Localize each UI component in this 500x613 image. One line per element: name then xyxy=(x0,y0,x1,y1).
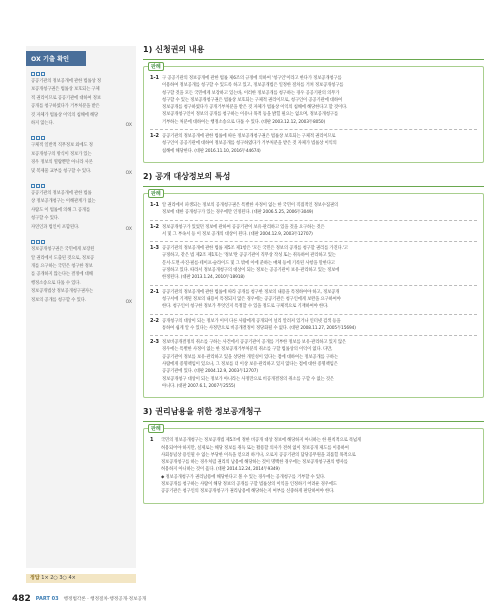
question-text: 보공개청구의 방식이 정보가 있는 xyxy=(31,151,92,157)
case-line: 한정된다. (대판 2013.1.24, 2010두18918) xyxy=(162,275,245,281)
divider xyxy=(150,335,477,336)
page-number: 482 xyxy=(12,594,31,604)
checkbox-icon[interactable] xyxy=(41,240,45,244)
case-line: 공공기관은 청구인의 정보공개청구가 권리남용에 해당하는지 여부를 신중하게 판단하여야 한다. xyxy=(161,489,335,495)
case-number: 1-2 xyxy=(150,223,160,230)
question-text: 것 자체가 법률상 이익의 침해에 해당 xyxy=(31,112,99,118)
case-line: 정보에 대한 공개청구가 있는 경우에만 인정된다. (대판 2006.5.25, 2006두3049) xyxy=(162,210,314,216)
case-line: 정보공개청구 대상이 되는 정보가 아니라는 사정만으로 비공개결정의 취소를 구할 수 없는 것은 xyxy=(162,376,334,382)
section xyxy=(143,406,484,503)
section-number: 1) xyxy=(143,45,153,54)
section-title xyxy=(143,44,484,55)
section-number: 3) xyxy=(143,407,153,417)
ox-question xyxy=(26,184,136,232)
check-boxes[interactable] xyxy=(31,184,131,188)
case-line: 허용하지 아니하는 것이 옳다. (대판 2014.12.24, 2014두9349) xyxy=(161,467,280,473)
case-line: 사람에게 증명책임이 있으나, 그 정보를 더 이상 보유·관리하고 있지 않다는 점에 대한 증명책임은 xyxy=(162,362,338,368)
case-box xyxy=(143,190,484,398)
case-line: 정보공개청구를 하는 경우처럼 권리의 남용에 해당하는 것이 명백한 경우에는 정보공개청구권의 행사를 xyxy=(161,460,348,466)
case-line: 공공기관의 정보공개에 관한 법률에 따라 공개를 청구한 정보의 내용을 특정하여야 하고, 정보공개 xyxy=(162,289,340,295)
ox-question xyxy=(26,240,136,305)
case-line: 국민의 정보공개청구는 정보공개법 제5조에 정한 비공개 대상 정보에 해당하지 아니하는 한 원칙적으로 폭넓게 xyxy=(161,438,362,444)
case-line: 정보공개를 청구하는 사람이 해당 정보의 공개를 구할 법률상의 이익을 인정하기 어려운 경우에도 xyxy=(161,481,337,487)
case-number: 1 xyxy=(150,437,154,444)
checkbox-icon[interactable] xyxy=(36,136,40,140)
divider xyxy=(150,220,477,221)
checkbox-icon[interactable] xyxy=(31,136,35,140)
case-line: 사회통념상 용인될 수 없는 부당한 이득을 얻으려 하거나, 오로지 공공기관의 담당공무원을 괴롭힐 목적으로 xyxy=(161,452,356,458)
case-tag: 판례 xyxy=(148,62,164,71)
section-title xyxy=(143,406,484,417)
divider xyxy=(150,241,477,242)
section-title-text: 공개 대상정보의 특성 xyxy=(155,171,231,181)
case-number: 1-3 xyxy=(150,245,160,252)
answer-values: 1× 2○ 3○ 4× xyxy=(41,575,76,581)
case-box xyxy=(143,428,484,503)
case-line: 알 권리에서 파생되는 정보의 공개청구권은 특별한 사정이 없는 한 국민이 직접적인 정보수집권의 xyxy=(162,202,338,208)
ox-quiz-title: OX 기출 확인 xyxy=(26,51,86,66)
section-title-text: 권리남용을 위한 정보공개청구 xyxy=(155,407,262,417)
case-line: 허용되어야 하지만, 실제로는 해당 정보를 취득 또는 활용할 의사가 전혀 없이 정보공개 제도를 이용하여 xyxy=(161,445,349,451)
case-text xyxy=(162,224,325,239)
ox-mark: OX xyxy=(125,171,132,177)
ox-question xyxy=(26,72,136,128)
ox-mark: OX xyxy=(125,227,132,233)
question-text: 사람도 이 법률에 의해 그 공개를 xyxy=(31,207,90,213)
case-line: 정보공개청구인이 정보의 공개를 청구하는 이유나 목적 등을 밝힐 필요는 없으며, 정보공개청구를 xyxy=(162,112,338,118)
case-line: 규정하고, 같은 법 제2조 제1호는 '정보'란 공공기관이 직무상 작성 또는 취득하여 관리하고 있는 xyxy=(162,253,336,259)
check-boxes[interactable] xyxy=(31,240,131,244)
case-text xyxy=(162,133,337,155)
section xyxy=(143,44,484,163)
divider xyxy=(150,285,477,286)
question-text: 및 복제물 교부를 청구할 수 있다. xyxy=(31,168,92,174)
case-line: 공개청구의 대상이 되는 정보가 이미 다른 사람에게 공개되어 널리 알려져 있거나 인터넷 검색 등을 xyxy=(162,318,341,324)
case-line: 구 공공기관의 정보공개에 관한 법률 제6조의 규정에 의하여 '청구인'이라고 한다가 정보공개청구를 xyxy=(162,76,342,81)
question-text: 경우 정보의 열람뿐만 아니라 사본 xyxy=(31,160,93,166)
case-tag: 판례 xyxy=(148,189,164,198)
ox-mark: OX xyxy=(125,123,132,129)
check-boxes[interactable] xyxy=(31,136,131,140)
section-title-text: 신청권의 내용 xyxy=(155,45,205,54)
section-number: 2) xyxy=(143,171,153,181)
case-line: 청구서에 기재된 정보의 내용이 특정되지 않은 경우에는 공공기관은 청구인에게 보완을 요구하여야 xyxy=(162,296,341,302)
main-content xyxy=(143,44,484,512)
case-line: 공공기관에 있다. (대판 2004.12.9, 2003두12707) xyxy=(162,369,258,375)
case-line: ◆ 정보공개청구가 권리남용에 해당한다고 볼 수 있는 경우에는 공개청구를 거부할 수 있다. xyxy=(161,474,326,480)
case-item xyxy=(150,437,477,495)
case-item xyxy=(150,202,477,217)
case-line: 문서·도면·사진·필름·테이프·슬라이드 및 그 밖에 이에 준하는 매체 등에 기록된 사항을 말한다고 xyxy=(162,260,335,266)
case-number: 2-1 xyxy=(150,288,160,295)
case-item xyxy=(150,339,477,390)
checkbox-icon[interactable] xyxy=(36,72,40,76)
question-text: 알 권리에서 도출된 것으로, 정보공 xyxy=(31,255,95,261)
case-line: 규정하고 있다. 따라서 정보공개청구의 대상이 되는 정보는 공공기관이 보유·관리하고 있는 정보에 xyxy=(162,268,340,274)
question-text: 행정소송으로 다툴 수 있다. xyxy=(31,280,81,286)
section-title xyxy=(143,171,484,182)
answer-key xyxy=(26,574,136,583)
case-line: 정보비공개결정의 취소를 구하는 사건에서 공공기관이 공개를 거부한 정보를 보유·관리하고 있지 않은 xyxy=(162,340,347,346)
divider xyxy=(150,314,477,315)
section-rule xyxy=(143,421,484,422)
case-line: 통하여 쉽게 알 수 있다는 사정만으로 비공개결정이 정당화될 수 없다. (대판 2008.11.27, 2005두15694) xyxy=(162,325,356,331)
question-text: 공공기관의 정보공개에 관한 법률 xyxy=(31,191,92,197)
case-line: 아니다. (대판 2007.6.1, 2007두2555) xyxy=(162,383,236,389)
question-text: 적 권리이므로 공공기관에 대하여 정보 xyxy=(31,95,101,101)
case-item xyxy=(150,133,477,155)
ox-quiz-sidebar xyxy=(26,46,136,568)
checkbox-icon[interactable] xyxy=(36,240,40,244)
case-number: 1-1 xyxy=(150,201,160,208)
case-line: 정보공개를 청구하였다가 공개거부처분을 받은 것 자체가 법률상 이익의 침해에 해당한다고 할 것이다. xyxy=(162,105,348,111)
case-line: 정보공개청구가 있었던 정보에 관하여 공공기관이 보유·관리하고 있을 것을 요구하는 것은 xyxy=(162,224,325,230)
case-item xyxy=(150,224,477,239)
question-text: 공공기관의 정보공개에 관한 법률상 정 xyxy=(31,79,101,84)
case-tag: 판례 xyxy=(148,424,164,433)
case-number: 2-3 xyxy=(150,339,160,346)
case-line: 거부하는 처분에 대하여는 행정소송으로 다툴 수 있다. (대판 2003.12.12, 2003두8050) xyxy=(162,119,326,125)
case-number: 1-1 xyxy=(150,75,160,81)
section-rule xyxy=(143,59,484,60)
case-item xyxy=(150,245,477,281)
case-item xyxy=(150,289,477,311)
case-text xyxy=(162,318,356,333)
case-text xyxy=(162,245,348,281)
question-text: 정보의 공개를 청구할 수 있다. xyxy=(31,297,86,303)
case-line: 한다. 청구인이 청구한 정보가 무엇인지 특정할 수 있을 정도로 구체적으로 기재하여야 한다. xyxy=(162,304,329,310)
case-line: 경우에는 특별한 사정이 없는 한 정보공개거부처분의 취소를 구할 법률상의 이익이 없다. 다만, xyxy=(162,347,333,353)
case-text xyxy=(162,339,346,390)
question-text: 하지 않는다. xyxy=(31,121,54,127)
case-line: 청구할 것을 모든 국민에게 보장하고 있는바, 이러한 정보공개를 청구하는 경우 공공기관의 의무가 xyxy=(162,90,340,96)
question-text: 구체적 일반적 직무정보 외에도 정 xyxy=(31,143,93,149)
checkbox-icon[interactable] xyxy=(31,240,35,244)
question-text: 자연인과 법인이 포함된다. xyxy=(31,224,80,230)
divider xyxy=(150,129,477,130)
case-line: 공공기관의 정보공개에 관한 법률 제5조 제1항은 '모든 국민은 정보의 공개를 청구할 권리를 가진다.'고 xyxy=(162,246,348,252)
ox-question xyxy=(26,136,136,176)
checkbox-icon[interactable] xyxy=(31,184,35,188)
checkbox-icon[interactable] xyxy=(41,136,45,140)
page-footer xyxy=(12,594,146,604)
question-text: 공개를 청구하였다가 거부처분을 받은 xyxy=(31,104,100,110)
answer-label: 정답 xyxy=(30,575,40,581)
section-rule xyxy=(143,186,484,187)
question-text: 청구할 수 있다. xyxy=(31,216,60,222)
check-boxes[interactable] xyxy=(31,72,131,76)
case-line: 청구할 수 있는 정보공개청구권은 법률상 보호되는 구체적 권리이므로, 청구인이 공공기관에 대하여 xyxy=(162,97,343,103)
case-item xyxy=(150,75,477,126)
question-text: 정보공개법상 정보공개청구권자는 xyxy=(31,289,94,295)
case-line: 청구인이 공공기관에 대하여 정보공개를 청구하였다가 거부처분을 받은 것 자체가 법률상 이익의 xyxy=(162,141,337,147)
checkbox-icon[interactable] xyxy=(31,72,35,76)
checkbox-icon[interactable] xyxy=(36,184,40,188)
checkbox-icon[interactable] xyxy=(41,184,45,188)
question-text: 를 공개하지 않는다는 결정에 대해 xyxy=(31,272,93,278)
case-number: 1-2 xyxy=(150,133,160,140)
case-line: 서 및 그 부속서 등 이 정보 공개의 대상이 된다. (대판 2004.12.9, 2003두12707) xyxy=(162,231,313,237)
case-text xyxy=(161,437,361,495)
question-text: 보공개청구권은 법률상 보호되는 구체 xyxy=(31,87,100,93)
question-text: 상 정보공개청구는 이해관계가 없는 xyxy=(31,199,96,205)
ox-mark: OX xyxy=(125,299,132,305)
part-title: 행정법각론 · 행정절차·행정공개·정보공개 xyxy=(63,597,147,602)
question-text: 개를 요구하는 국민은 청구한 정보 xyxy=(31,263,93,269)
question-text: 정보공개청구권은 국민에게 보장된 xyxy=(31,247,95,253)
case-line: 공공기관이 정보를 보유·관리하고 있을 상당한 개연성이 있다는 점에 대하여는 정보공개를 구하는 xyxy=(162,354,338,360)
case-line: 공공기관의 정보공개에 관한 법률에 따른 정보공개청구권은 법률상 보호되는 구체적 권리이므로 xyxy=(162,134,336,140)
case-line: 침해에 해당한다. (대판 2016.11.10, 2016두44674) xyxy=(162,148,261,154)
case-line: 이용하여 정보공개를 청구할 수 있도록 하고 있고, 정보공개법은 일정한 절차를 거쳐 정보공개청구를 xyxy=(162,83,344,89)
case-item xyxy=(150,318,477,333)
case-text xyxy=(162,202,338,217)
case-box xyxy=(143,66,484,163)
case-number: 2-2 xyxy=(150,317,160,324)
part-label: PART 03 xyxy=(35,596,59,602)
checkbox-icon[interactable] xyxy=(41,72,45,76)
section xyxy=(143,171,484,398)
case-text xyxy=(162,289,341,311)
case-text xyxy=(162,75,347,126)
